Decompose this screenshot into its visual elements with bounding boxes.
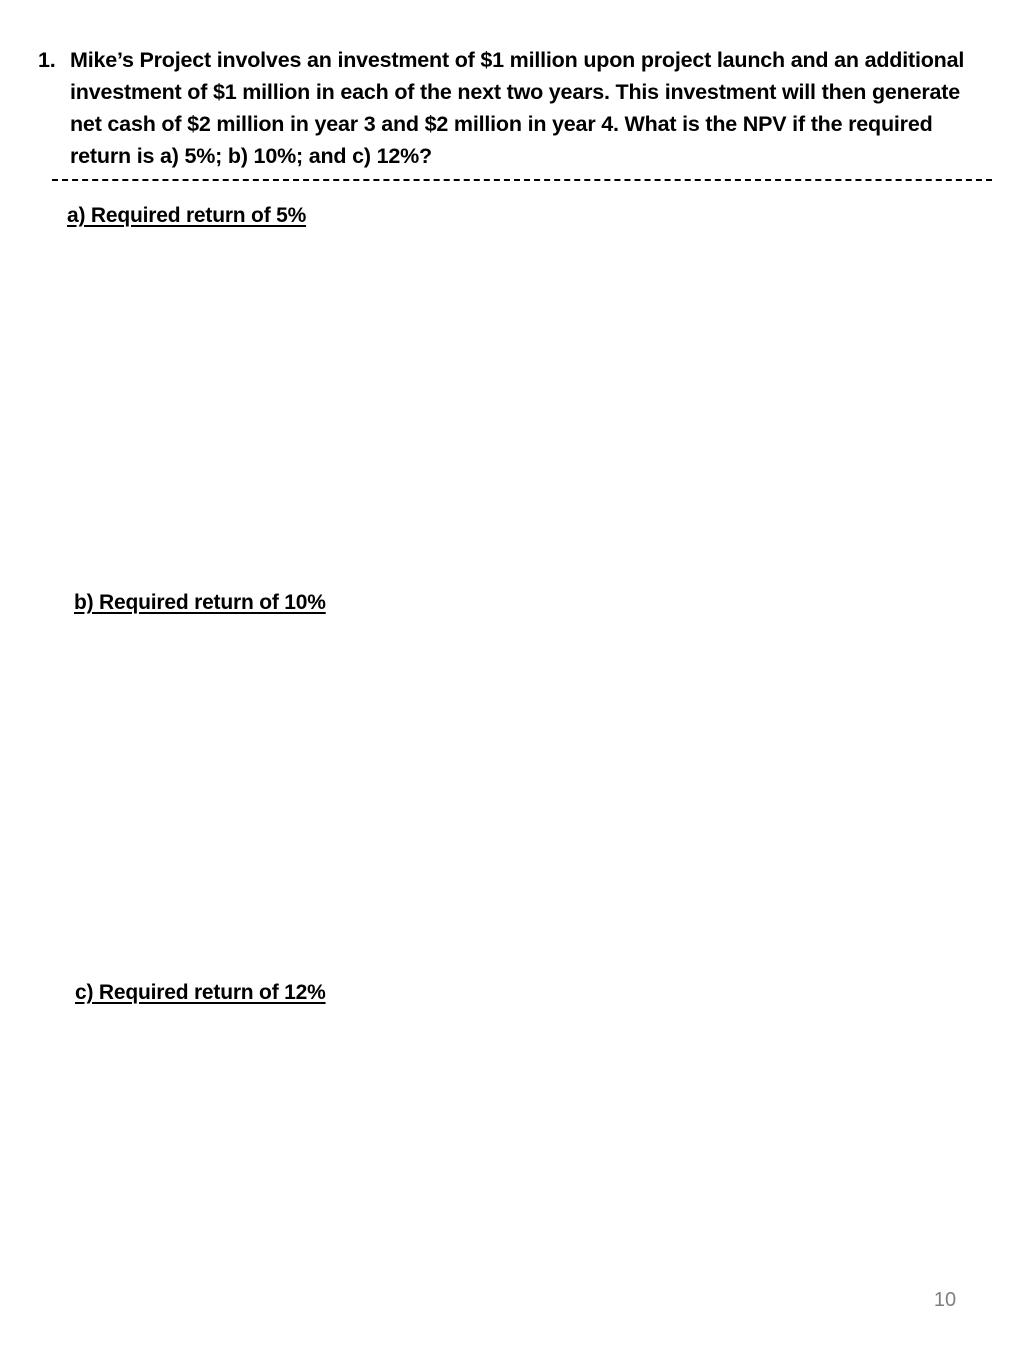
question-number: 1.: [38, 48, 56, 72]
question-text: Mike’s Project involves an investment of $1 million upon project launch and an additional investment of $1 million in each of the next two years. This investment will then generate net cash of $2 million in year 3 and $2 million in year 4. What is the NPV if the required return is a) 5%; b) 10%; and c) 12%?: [70, 48, 965, 168]
section-heading-a: a) Required return of 5%: [67, 204, 307, 227]
dashed-divider: [52, 179, 992, 181]
section-heading-c: c) Required return of 12%: [75, 981, 326, 1004]
section-heading-b: b) Required return of 10%: [74, 591, 326, 614]
question-block: [38, 44, 988, 172]
page-number: 10: [933, 1289, 957, 1311]
